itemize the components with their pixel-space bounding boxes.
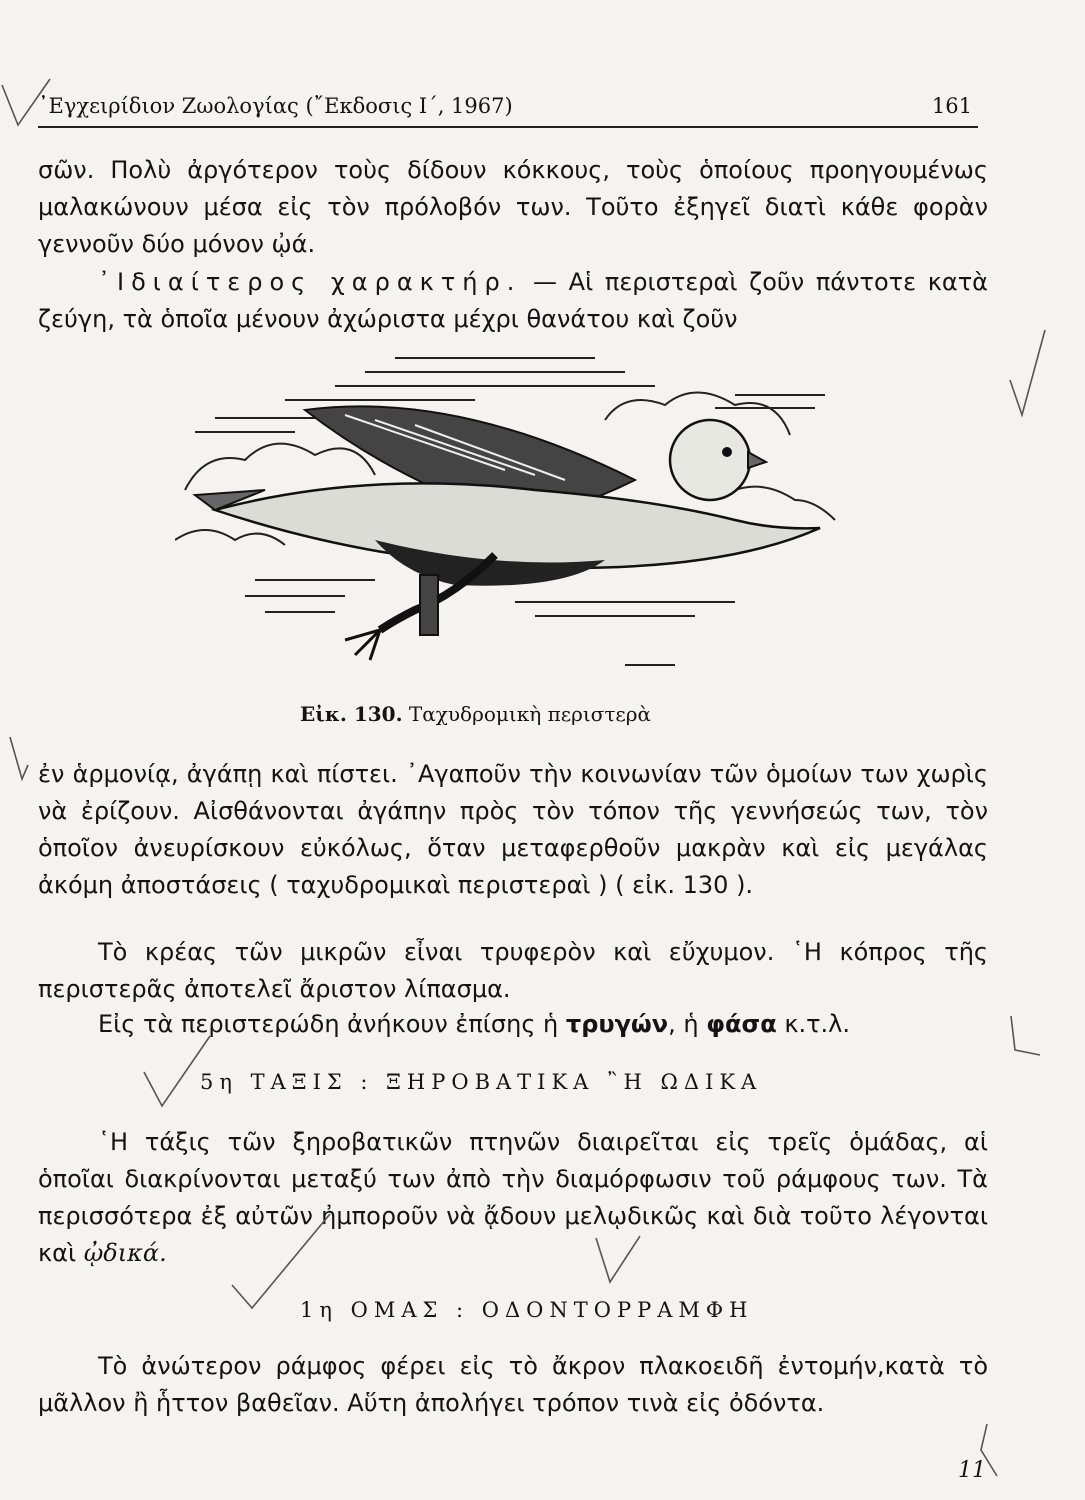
handwritten-number: 11 (958, 1458, 986, 1483)
term-trygon: τρυγών (565, 1010, 669, 1038)
paragraph-3: ἐν ἁρμονίᾳ, ἀγάπῃ καὶ πίστει. ᾿Αγαποῦν τὴν κοινωνίαν τῶν ὁμοίων των χωρὶς νὰ ἐρίζουν. Αἰσθάνονται ἀγάπην πρὸς τὸν τόπον τῆς γεννήσεώς των, τὸν ὁποῖον ἀνευρίσκουν εὐκόλως, ὅταν μεταφερθοῦν μακρὰν καὶ εἰς μεγάλας ἀκόμη ἀποστάσεις ( ταχυδρομικαὶ περιστεραὶ ) ( εἰκ. 130 ). (38, 760, 988, 899)
book-title: ᾿Εγχειρίδιον Ζωολογίας (῎Εκδοσις Ι΄, 1967) (38, 94, 513, 118)
page-number: 161 (931, 94, 972, 118)
paragraph-1: σῶν. Πολὺ ἀργότερον τοὺς δίδουν κόκκους, τοὺς ὁποίους προηγουμένως μαλακώνουν μέσα εἰς τὸν πρόλοβόν των. Τοῦτο ἐξηγεῖ διατὶ κάθε φορὰν γεννοῦν δύο μόνον ᾠά. (38, 156, 988, 258)
figure-label: Εἰκ. 130. (300, 702, 403, 726)
pencil-check-mark (8, 735, 48, 785)
paragraph-5-mid: , ἡ (668, 1010, 707, 1038)
paragraph-5-post: κ.τ.λ. (776, 1010, 851, 1038)
figure-caption (300, 702, 651, 726)
paragraph-4: Τὸ κρέας τῶν μικρῶν εἶναι τρυφερὸν καὶ εὔχυμον. ῾Η κόπρος τῆς περιστερᾶς ἀποτελεῖ ἄριστον λίπασμα. (38, 938, 988, 1003)
pencil-check-mark (140, 1030, 220, 1110)
term-fasa: φάσα (706, 1010, 777, 1038)
paragraph-7: Τὸ ἀνώτερον ράμφος φέρει εἰς τὸ ἄκρον πλακοειδῆ ἐντομήν,κατὰ τὸ μᾶλλον ἢ ἧττον βαθεῖαν. Αὕτη ἀπολήγει τρόπον τινὰ εἰς ὀδόντα. (38, 1352, 988, 1417)
pencil-check-mark (1000, 320, 1060, 420)
pencil-check-mark (1005, 1010, 1045, 1060)
figure-caption-text: Ταχυδρομικὴ περιστερὰ (408, 702, 652, 726)
paragraph-6 (38, 1124, 988, 1272)
pencil-check-mark (0, 75, 60, 135)
paragraph-5-pre: Εἰς τὰ περιστερώδη ἀνήκουν ἐπίσης ἡ (98, 1010, 566, 1038)
group-heading: 1η ΟΜΑΣ : ΟΔΟΝΤΟΡΡΑΜΦΗ (300, 1298, 754, 1322)
section-lead: ᾿Ιδιαίτερος χαρακτήρ. (98, 268, 522, 296)
paragraph-6-text: ῾Η τάξις τῶν ξηροβατικῶν πτηνῶν διαιρεῖται εἰς τρεῖς ὁμάδας, αἱ ὁποῖαι διακρίνονται μεταξύ των ἀπὸ τὴν διαμόρφωσιν τοῦ ράμφους των. Τὰ περισσότερα ἐξ αὐτῶν ἠμποροῦν νὰ ᾄδουν μελῳδικῶς καὶ διὰ τοῦτο λέγονται καὶ (38, 1128, 988, 1267)
paragraph-2-body: — Αἱ περιστεραὶ ζοῦν πάντοτε κατὰ ζεύγη, τὰ ὁποῖα μένουν ἀχώριστα μέχρι θανάτου καὶ ζοῦν (38, 268, 988, 333)
pigeon-illustration (175, 340, 845, 700)
pencil-check-mark (230, 1210, 340, 1310)
pencil-check-mark (590, 1230, 650, 1290)
term-odika: ᾠδικά. (83, 1239, 167, 1267)
paragraph-2 (38, 264, 988, 338)
running-header (38, 92, 978, 128)
order-heading: 5η ΤΑΞΙΣ : ΞΗΡΟΒΑΤΙΚΑ ῍Η ΩΔΙΚΑ (200, 1070, 763, 1094)
